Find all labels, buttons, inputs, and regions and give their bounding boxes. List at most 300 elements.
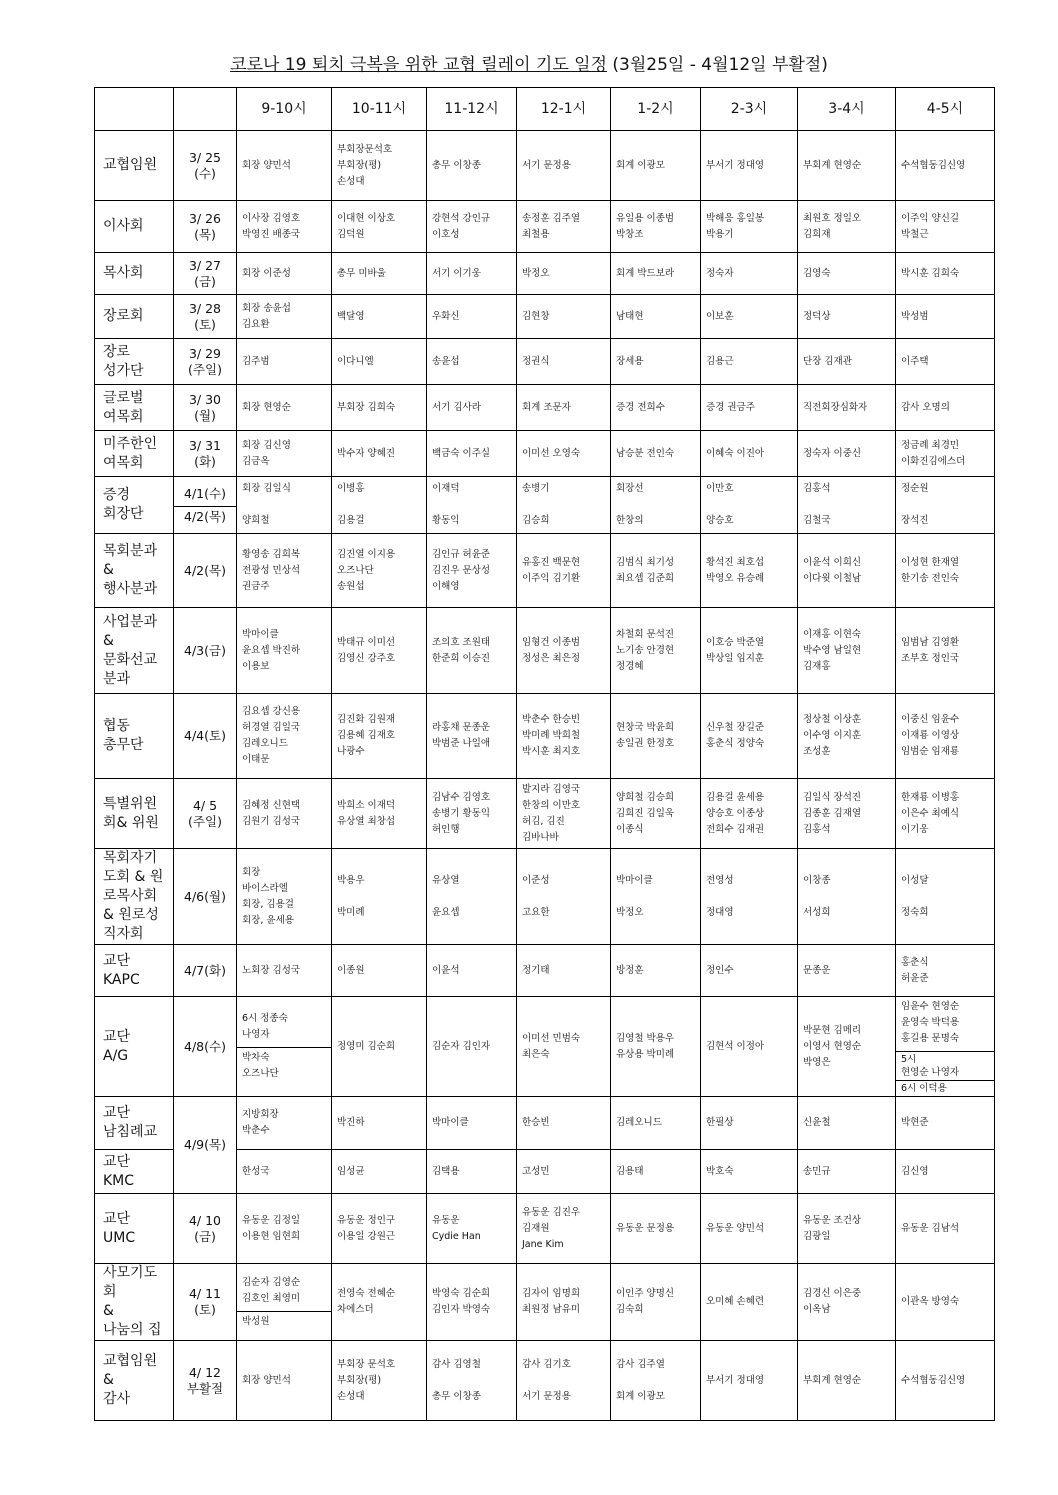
slot-text: 이창종 서성희 [803, 874, 831, 918]
slot-cell [427, 945, 517, 997]
slot-text: 감사 김기호 서기 문정용 [522, 1358, 571, 1402]
slot-text: 박문현 김메리 이영서 현영순 박영은 [803, 1024, 862, 1068]
slot-cell [611, 1194, 701, 1264]
slot-cell [332, 608, 427, 694]
slot-text: 송병기 김승희 [522, 483, 550, 526]
slot-cell [611, 201, 701, 253]
slot-cell [237, 431, 332, 477]
slot-text: 박용우 박미례 [337, 874, 365, 918]
date-cell [174, 431, 237, 477]
slot-text: 회장 송윤섭 김요환 [242, 302, 291, 330]
slot-text: 남승분 전인숙 [616, 447, 675, 459]
slot-text: 회장 양민석 [242, 1374, 291, 1386]
slot-cell [332, 1097, 427, 1150]
org-label: 이사회 [103, 218, 144, 234]
slot-text: 오미혜 손혜련 [706, 1296, 765, 1307]
slot-cell [798, 385, 896, 431]
slot-text: 강현석 강인규 이호성 [432, 212, 491, 240]
slot-text: 고성민 [522, 1165, 550, 1177]
slot-text: 송윤섭 [432, 355, 460, 367]
schedule-row [95, 997, 995, 1097]
slot-text: 김레오니드 [616, 1117, 662, 1128]
schedule-row [95, 339, 995, 385]
date-label: 4/ 12 부활절 [186, 1364, 224, 1396]
org-cell [95, 1194, 174, 1264]
slot-cell [896, 945, 995, 997]
header-time: 12-1시 [517, 88, 611, 131]
slot-cell [237, 253, 332, 295]
slot-cell [517, 1097, 611, 1150]
slot-cell [611, 534, 701, 608]
org-cell [95, 201, 174, 253]
slot-cell [427, 997, 517, 1097]
slot-text: 김순자 김인자 [432, 1040, 491, 1052]
date-cell [174, 779, 237, 849]
slot-cell [237, 477, 332, 534]
slot-text: 박해응 홍일봉 박용기 [706, 212, 765, 240]
slot-text: 김경신 이은중 이옥남 [803, 1288, 862, 1315]
slot-cell [611, 779, 701, 849]
slot-text: 박성범 [901, 310, 929, 322]
date-label: 3/ 30 (월) [188, 391, 222, 423]
date-label: 3/ 25 (수) [188, 149, 222, 181]
date-cell [174, 1097, 237, 1194]
schedule-row [95, 477, 995, 534]
org-label: 교단 남침례교 [103, 1105, 158, 1140]
slot-text: 김홍석 김철국 [803, 483, 831, 526]
slot-text: 이종원 [337, 964, 365, 976]
date-label-second: 4/2(목) [184, 508, 226, 524]
slot-cell [611, 1341, 701, 1421]
slot-text: 박차숙 오즈나단 [242, 1052, 279, 1079]
slot-text: 박시훈 김희숙 [901, 267, 960, 279]
slot-cell [611, 608, 701, 694]
slot-cell [237, 1194, 332, 1264]
slot-cell [798, 997, 896, 1097]
org-cell [95, 608, 174, 694]
slot-cell [611, 253, 701, 295]
slot-text: 발지라 김영국 한창의 이만호 허김, 김진 김바나바 [522, 783, 581, 843]
slot-text: 정영미 김순희 [337, 1040, 396, 1052]
slot-cell [427, 131, 517, 201]
date-label: 4/2(목) [184, 562, 226, 578]
slot-cell [896, 1194, 995, 1264]
slot-text: 서기 이기웅 [432, 267, 481, 279]
slot-text: 부회계 현영순 [803, 159, 862, 171]
slot-cell [798, 1264, 896, 1341]
slot-cell [798, 253, 896, 295]
slot-text: 남태현 [616, 310, 644, 322]
date-cell [174, 295, 237, 339]
schedule-title [0, 50, 1058, 75]
date-cell [174, 385, 237, 431]
slot-text: 김택용 [432, 1165, 460, 1177]
slot-cell [427, 477, 517, 534]
slot-cell [896, 779, 995, 849]
slot-text: 현창국 박윤희 송일권 한정호 [616, 722, 675, 749]
slot-text: 이만호 양승호 [706, 483, 734, 526]
slot-text: 양희철 김승희 김희진 김일욱 이종식 [616, 791, 675, 835]
slot-text: 회계 이광모 [616, 159, 665, 171]
slot-cell [701, 385, 798, 431]
org-cell [95, 339, 174, 385]
slot-cell [517, 1264, 611, 1341]
slot-text: 직전회장심화자 [803, 401, 868, 413]
slot-text: 김범식 최기성 최요셉 김준희 [616, 556, 675, 584]
date-cell [174, 694, 237, 779]
slot-text: 전영성 정대영 [706, 874, 734, 918]
slot-cell [798, 1097, 896, 1150]
slot-cell [611, 1097, 701, 1150]
date-label: 4/6(월) [184, 888, 226, 904]
slot-cell [427, 608, 517, 694]
slot-text: 전영숙 전혜순 차에스더 [337, 1288, 396, 1315]
slot-cell [237, 1264, 332, 1341]
slot-cell [798, 849, 896, 945]
slot-cell [896, 608, 995, 694]
date-cell [174, 1194, 237, 1264]
slot-cell [237, 295, 332, 339]
slot-text: 이윤석 [432, 964, 460, 976]
slot-cell [332, 1264, 427, 1341]
slot-text: 김인규 허윤준 김진우 문상성 이해영 [432, 548, 491, 592]
slot-cell [332, 131, 427, 201]
slot-text: 임윤수 현영순 윤영숙 박덕용 홍길용 문명숙 [896, 997, 994, 1052]
slot-cell [237, 779, 332, 849]
date-label: 4/8(수) [184, 1038, 226, 1054]
slot-text: 차철회 문석진 노기송 안경현 정경혜 [616, 628, 675, 672]
slot-text: 이주택 [901, 355, 929, 367]
slot-text: 유동운 조건상 김광일 [803, 1214, 862, 1242]
slot-cell [332, 253, 427, 295]
slot-text: 임형건 이종범 정성은 최은정 [522, 636, 581, 664]
slot-text: 이미선 오영숙 [522, 447, 581, 459]
slot-cell [611, 431, 701, 477]
slot-cell [517, 779, 611, 849]
slot-cell [427, 295, 517, 339]
slot-text: 정상철 이상훈 이수영 이지훈 조성훈 [803, 714, 862, 757]
schedule-row [95, 431, 995, 477]
slot-cell [427, 253, 517, 295]
slot-cell [611, 295, 701, 339]
slot-text: 유동운 Cydie Han [432, 1214, 481, 1242]
schedule-row [95, 295, 995, 339]
slot-cell [798, 779, 896, 849]
slot-text: 김혜정 신현택 김원기 김성국 [242, 799, 301, 827]
header-date-cell [174, 88, 237, 131]
org-cell [95, 849, 174, 945]
slot-text: 회장 바이스라엘 회장, 김용걸 회장, 윤세용 [242, 866, 294, 926]
slot-cell [701, 1194, 798, 1264]
date-label: 3/ 26 (목) [188, 210, 222, 242]
slot-cell [701, 1150, 798, 1194]
slot-cell [896, 849, 995, 945]
slot-text: 조의호 조원태 한준희 이승진 [432, 636, 491, 664]
slot-text: 부회장 김희숙 [337, 401, 396, 413]
header-row [95, 88, 995, 131]
slot-cell [427, 431, 517, 477]
slot-text: 우화신 [432, 310, 460, 322]
slot-cell [237, 1097, 332, 1150]
slot-text: 김현석 이정아 [706, 1040, 765, 1052]
slot-text: 정순원 장석진 [901, 483, 929, 526]
slot-text: 정숙자 이중신 [803, 447, 862, 459]
slot-text: 유동운 문정용 [616, 1222, 675, 1234]
slot-cell [896, 1341, 995, 1421]
slot-cell [517, 201, 611, 253]
slot-cell [896, 1097, 995, 1150]
slot-cell [517, 385, 611, 431]
slot-cell [517, 253, 611, 295]
org-cell [95, 431, 174, 477]
slot-cell [701, 997, 798, 1097]
slot-text: 김용근 [706, 355, 734, 367]
slot-text: 이보훈 [706, 310, 734, 322]
slot-cell [896, 339, 995, 385]
slot-cell [517, 1341, 611, 1421]
slot-text: 수석협동김신영 [901, 1374, 966, 1386]
slot-cell [237, 339, 332, 385]
slot-cell [701, 608, 798, 694]
slot-text: 유동운 김정일 이용현 임현희 [242, 1214, 301, 1242]
slot-text: 박춘수 한승빈 박미례 박희철 박시훈 최지호 [522, 714, 581, 757]
title-main: 코로나 19 퇴치 극복을 위한 교협 릴레이 기도 일정 [230, 55, 607, 75]
slot-text: 5시 현영순 나영자 [896, 1052, 994, 1081]
slot-text: 이호승 박준열 박상일 임지훈 [706, 636, 765, 664]
slot-cell [517, 431, 611, 477]
org-cell [95, 1341, 174, 1421]
slot-cell [701, 694, 798, 779]
slot-text: 임성균 [337, 1165, 365, 1177]
slot-cell [517, 849, 611, 945]
slot-cell [701, 1341, 798, 1421]
slot-cell [517, 339, 611, 385]
org-cell [95, 1150, 174, 1194]
slot-text: 백금숙 이주실 [432, 447, 491, 459]
slot-cell [427, 694, 517, 779]
slot-cell [896, 295, 995, 339]
slot-text: 노회장 김성국 [242, 964, 301, 976]
date-label: 4/1(수) [174, 484, 236, 507]
slot-text: 김용걸 윤세용 양승호 이종상 전희수 김재권 [706, 791, 765, 835]
slot-text: 정인수 [706, 964, 734, 976]
slot-cell [611, 694, 701, 779]
slot-cell [611, 849, 701, 945]
slot-cell [237, 997, 332, 1097]
slot-text: 지방회장 박춘수 [242, 1109, 279, 1136]
slot-text: 서기 문정용 [522, 159, 571, 171]
slot-cell [427, 1341, 517, 1421]
slot-cell [701, 534, 798, 608]
slot-text: 정덕상 [803, 310, 831, 322]
slot-cell [896, 253, 995, 295]
date-cell [174, 1341, 237, 1421]
slot-cell [798, 1150, 896, 1194]
slot-cell [798, 431, 896, 477]
slot-text: 박정오 [522, 267, 550, 279]
slot-cell [517, 131, 611, 201]
org-cell [95, 997, 174, 1097]
org-label: 교단 KAPC [103, 952, 140, 988]
date-cell [174, 608, 237, 694]
slot-cell [701, 477, 798, 534]
header-time: 4-5시 [896, 88, 995, 131]
slot-cell [701, 339, 798, 385]
slot-text: 부서기 정대영 [706, 159, 765, 171]
slot-cell [427, 779, 517, 849]
header-time: 2-3시 [701, 88, 798, 131]
slot-cell [896, 477, 995, 534]
slot-cell [701, 131, 798, 201]
slot-cell [517, 608, 611, 694]
slot-text: 송정훈 김주열 최철용 [522, 212, 581, 240]
slot-text: 회계 조문자 [522, 401, 571, 413]
slot-text: 감사 김주열 회계 이광모 [616, 1358, 665, 1402]
slot-cell [701, 849, 798, 945]
slot-text: 신윤철 [803, 1117, 831, 1128]
slot-text: 부서기 정대영 [706, 1374, 765, 1386]
slot-text: 회장 김신영 김금옥 [242, 439, 291, 467]
org-label: 교단 A/G [103, 1028, 131, 1064]
slot-text: 유동운 김남석 [901, 1222, 960, 1234]
slot-cell [332, 849, 427, 945]
slot-text: 신우철 장길준 홍춘식 정양숙 [706, 722, 765, 749]
slot-cell [611, 945, 701, 997]
org-label: 교협임원 & 감사 [103, 1353, 158, 1407]
slot-cell [237, 945, 332, 997]
slot-cell [517, 295, 611, 339]
slot-cell [896, 431, 995, 477]
slot-text: 김남수 김영호 송병기 황동익 허인행 [432, 791, 491, 835]
slot-cell [237, 201, 332, 253]
org-cell [95, 694, 174, 779]
date-cell [174, 945, 237, 997]
slot-text: 감사 김영철 총무 이창종 [432, 1358, 481, 1402]
slot-text: 회장 양민석 [242, 159, 291, 171]
slot-cell [517, 1194, 611, 1264]
slot-text: 감사 오명의 [901, 401, 950, 413]
slot-cell [701, 1264, 798, 1341]
slot-text: 김영철 박용우 유상용 박미례 [616, 1032, 675, 1060]
header-time: 11-12시 [427, 88, 517, 131]
slot-cell [332, 339, 427, 385]
slot-text: 회장 김일식 양희철 [242, 483, 291, 526]
slot-text: 한재룡 이병홍 이은수 최예식 이기웅 [901, 791, 960, 835]
slot-text: 박희소 이재덕 유상열 최창섭 [337, 799, 396, 827]
org-label: 증경 회장단 [103, 487, 144, 522]
schedule-row [95, 779, 995, 849]
slot-text: 김자이 임명희 최원정 남유미 [522, 1288, 581, 1315]
org-cell [95, 385, 174, 431]
slot-text: 이주익 양신길 박철근 [901, 212, 960, 240]
org-cell [95, 131, 174, 201]
org-label: 교단 KMC [103, 1153, 135, 1189]
slot-text: 이미선 민범숙 최은숙 [522, 1032, 581, 1060]
slot-cell [701, 779, 798, 849]
slot-text: 한필상 [706, 1117, 734, 1128]
slot-cell [332, 431, 427, 477]
slot-cell [237, 131, 332, 201]
schedule-row [95, 201, 995, 253]
date-label: 3/ 31 (화) [188, 437, 222, 469]
slot-text: 부회계 현영순 [803, 1374, 862, 1386]
slot-cell [427, 849, 517, 945]
slot-text: 김현창 [522, 310, 550, 322]
slot-text: 회장선 한창의 [616, 483, 644, 526]
slot-text: 이재홍 이현숙 박수영 남일현 김재홍 [803, 628, 862, 672]
org-label: 특별위원 회& 위원 [103, 795, 159, 831]
slot-cell [896, 131, 995, 201]
slot-text: 백달영 [337, 310, 365, 322]
org-label: 목회분과 & 행사분과 [103, 543, 158, 597]
slot-text: 박태규 이미선 김영신 강주호 [337, 636, 396, 664]
slot-cell [611, 131, 701, 201]
slot-text: 증경 권금주 [706, 401, 755, 413]
slot-text: 한성국 [242, 1165, 270, 1177]
org-cell [95, 779, 174, 849]
header-time: 3-4시 [798, 88, 896, 131]
slot-text: 정기태 [522, 964, 550, 976]
slot-text: 박마이클 박정오 [616, 874, 653, 918]
slot-cell [798, 1194, 896, 1264]
date-cell [174, 201, 237, 253]
slot-text: 임범남 김영환 조부호 정인국 [901, 636, 960, 664]
slot-text: 이성달 정숙희 [901, 874, 929, 918]
slot-cell [332, 534, 427, 608]
slot-cell [896, 385, 995, 431]
date-cell [174, 534, 237, 608]
slot-cell [332, 385, 427, 431]
slot-text: 유동운 정인구 이용일 강원근 [337, 1214, 396, 1242]
slot-text: 6시 이덕용 [901, 1083, 947, 1094]
slot-text: 황석진 최호섭 박영오 유승례 [706, 556, 765, 584]
slot-text: 이혜숙 이진아 [706, 447, 765, 459]
date-label: 3/ 29 (주일) [188, 345, 222, 377]
slot-text: 정권식 [522, 355, 550, 367]
slot-cell [896, 1264, 995, 1341]
slot-cell [427, 1264, 517, 1341]
slot-cell [701, 295, 798, 339]
slot-cell [896, 534, 995, 608]
slot-text: 라홍채 문종운 박범준 나일애 [432, 722, 491, 749]
org-label: 글로벌 여목회 [103, 389, 144, 425]
slot-cell [427, 1194, 517, 1264]
date-label: 4/ 10 (금) [188, 1212, 222, 1244]
slot-cell [701, 945, 798, 997]
slot-cell [332, 945, 427, 997]
slot-cell [611, 1150, 701, 1194]
org-label: 장로 성가단 [103, 343, 144, 379]
org-label: 교단 UMC [103, 1210, 136, 1246]
date-label: 4/4(토) [184, 728, 226, 743]
slot-text: 유동운 김진우 김재원 Jane Kim [522, 1206, 581, 1250]
slot-text: 총무 미바울 [337, 267, 386, 279]
slot-cell [332, 295, 427, 339]
slot-cell [332, 201, 427, 253]
slot-cell [237, 849, 332, 945]
schedule-row [95, 534, 995, 608]
slot-text: 이재덕 황동익 [432, 483, 460, 526]
slot-cell [798, 608, 896, 694]
slot-text: 홍춘식 허윤준 [901, 956, 929, 984]
slot-cell [332, 477, 427, 534]
slot-cell [237, 608, 332, 694]
slot-text: 수석협동김신영 [901, 159, 966, 171]
slot-text: 최원호 정일오 김희재 [803, 212, 862, 240]
date-label: 3/ 28 (토) [188, 300, 222, 332]
slot-text: 박마이클 윤요셉 박진하 이용보 [242, 628, 301, 672]
slot-cell [427, 339, 517, 385]
